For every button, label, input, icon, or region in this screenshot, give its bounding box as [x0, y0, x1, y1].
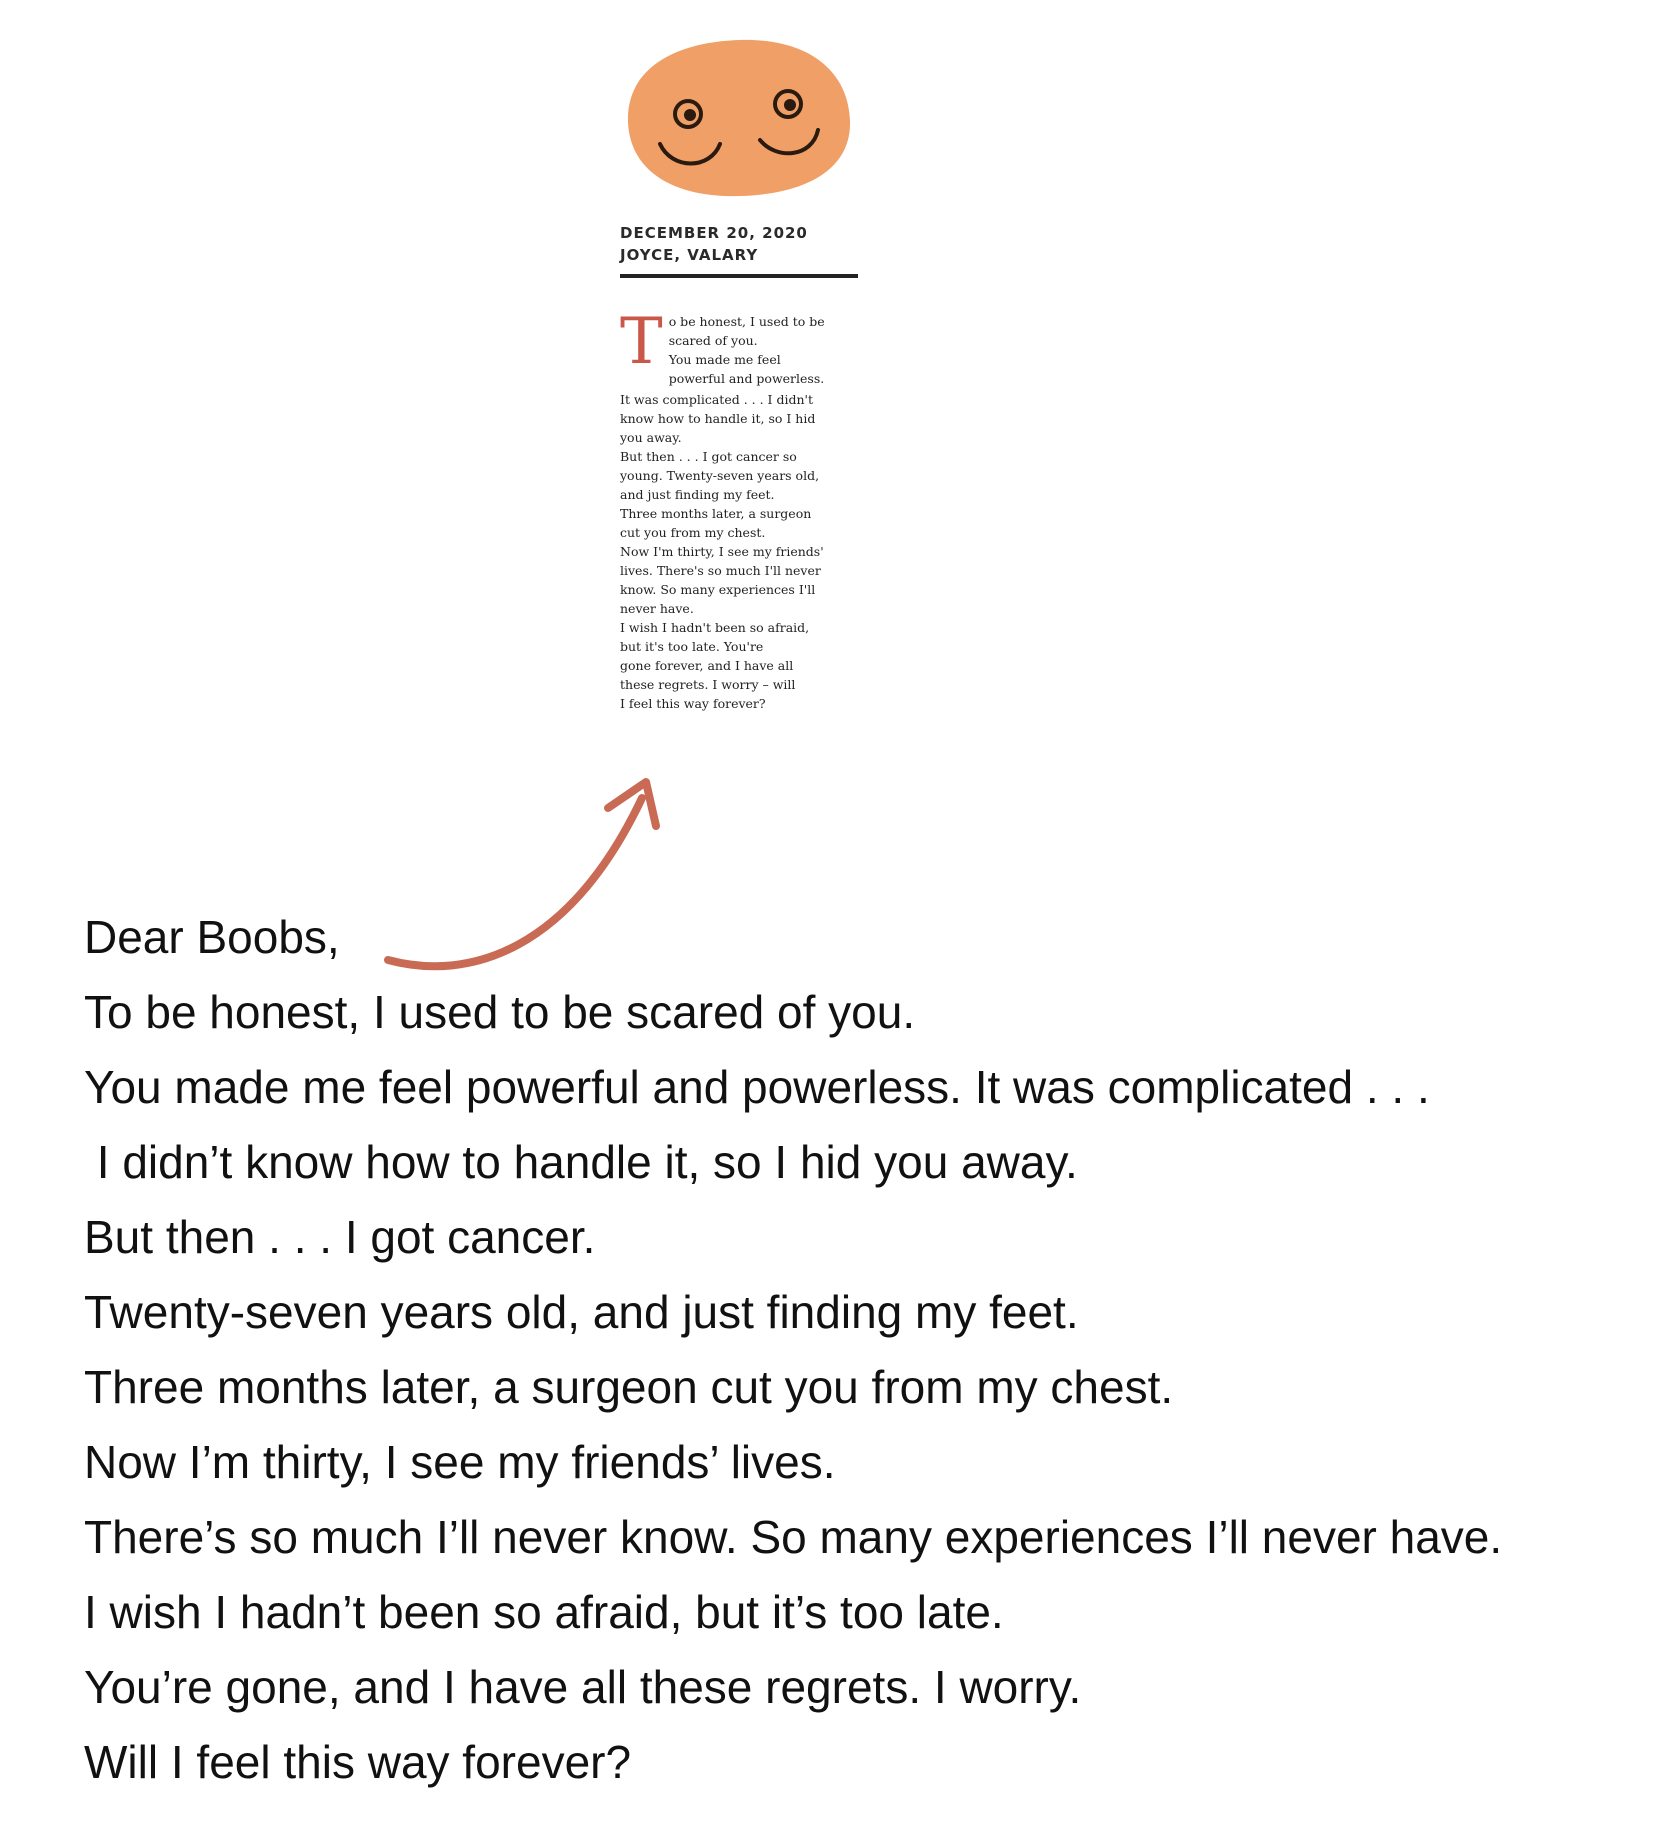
- letter-line: I wish I hadn’t been so afraid, but it’s too late.: [84, 1586, 1004, 1638]
- clipping-divider: [620, 274, 858, 278]
- clipping-line: young. Twenty-seven years old,: [620, 468, 820, 483]
- letter-transcription: [84, 900, 1644, 1800]
- clipping-line: cut you from my chest.: [620, 525, 766, 540]
- letter-line: There’s so much I’ll never know. So many experiences I’ll never have.: [84, 1511, 1503, 1563]
- letter-line: I didn’t know how to handle it, so I hid you away.: [84, 1136, 1078, 1188]
- clipping-line: gone forever, and I have all: [620, 658, 794, 673]
- clipping-line: but it's too late. You're: [620, 639, 764, 654]
- clipping-line: powerful and powerless.: [668, 371, 825, 386]
- clipping-date: DECEMBER 20, 2020: [620, 224, 808, 242]
- newspaper-clipping: [620, 222, 860, 713]
- clipping-line: scared of you.: [668, 333, 758, 348]
- letter-line: But then . . . I got cancer.: [84, 1211, 596, 1263]
- letter-line: Three months later, a surgeon cut you from my chest.: [84, 1361, 1174, 1413]
- orange-blob: [628, 40, 850, 196]
- clipping-line: o be honest, I used to be: [668, 314, 825, 329]
- clipping-line: I wish I hadn't been so afraid,: [620, 620, 810, 635]
- clipping-line: Now I'm thirty, I see my friends': [620, 544, 824, 559]
- clipping-line: Three months later, a surgeon: [620, 506, 812, 521]
- clipping-line: But then . . . I got cancer so: [620, 449, 797, 464]
- clipping-dropcap: T: [620, 305, 663, 379]
- smiling-breasts-illustration: [620, 32, 860, 202]
- clipping-line: and just finding my feet.: [620, 487, 775, 502]
- clipping-author: JOYCE, VALARY: [620, 246, 759, 264]
- clipping-line: You made me feel: [668, 352, 781, 367]
- letter-line: Now I’m thirty, I see my friends’ lives.: [84, 1436, 836, 1488]
- clipping-line: never have.: [620, 601, 694, 616]
- letter-line: Will I feel this way forever?: [84, 1736, 632, 1788]
- clipping-line: lives. There's so much I'll never: [620, 563, 821, 578]
- letter-line: You made me feel powerful and powerless. It was complicated . . .: [84, 1061, 1430, 1113]
- letter-line: You’re gone, and I have all these regrets. I worry.: [84, 1661, 1082, 1713]
- clipping-line: It was complicated . . . I didn't: [620, 392, 813, 407]
- clipping-line: these regrets. I worry – will: [620, 677, 796, 692]
- clipping-line: I feel this way forever?: [620, 696, 766, 711]
- clipping-line: you away.: [620, 430, 682, 445]
- clipping-line: know how to handle it, so I hid: [620, 411, 816, 426]
- clipping-body: [620, 305, 860, 713]
- letter-greeting: Dear Boobs,: [84, 911, 340, 963]
- letter-line: To be honest, I used to be scared of you.: [84, 986, 916, 1038]
- letter-line: Twenty-seven years old, and just finding my feet.: [84, 1286, 1079, 1338]
- clipping-line: know. So many experiences I'll: [620, 582, 816, 597]
